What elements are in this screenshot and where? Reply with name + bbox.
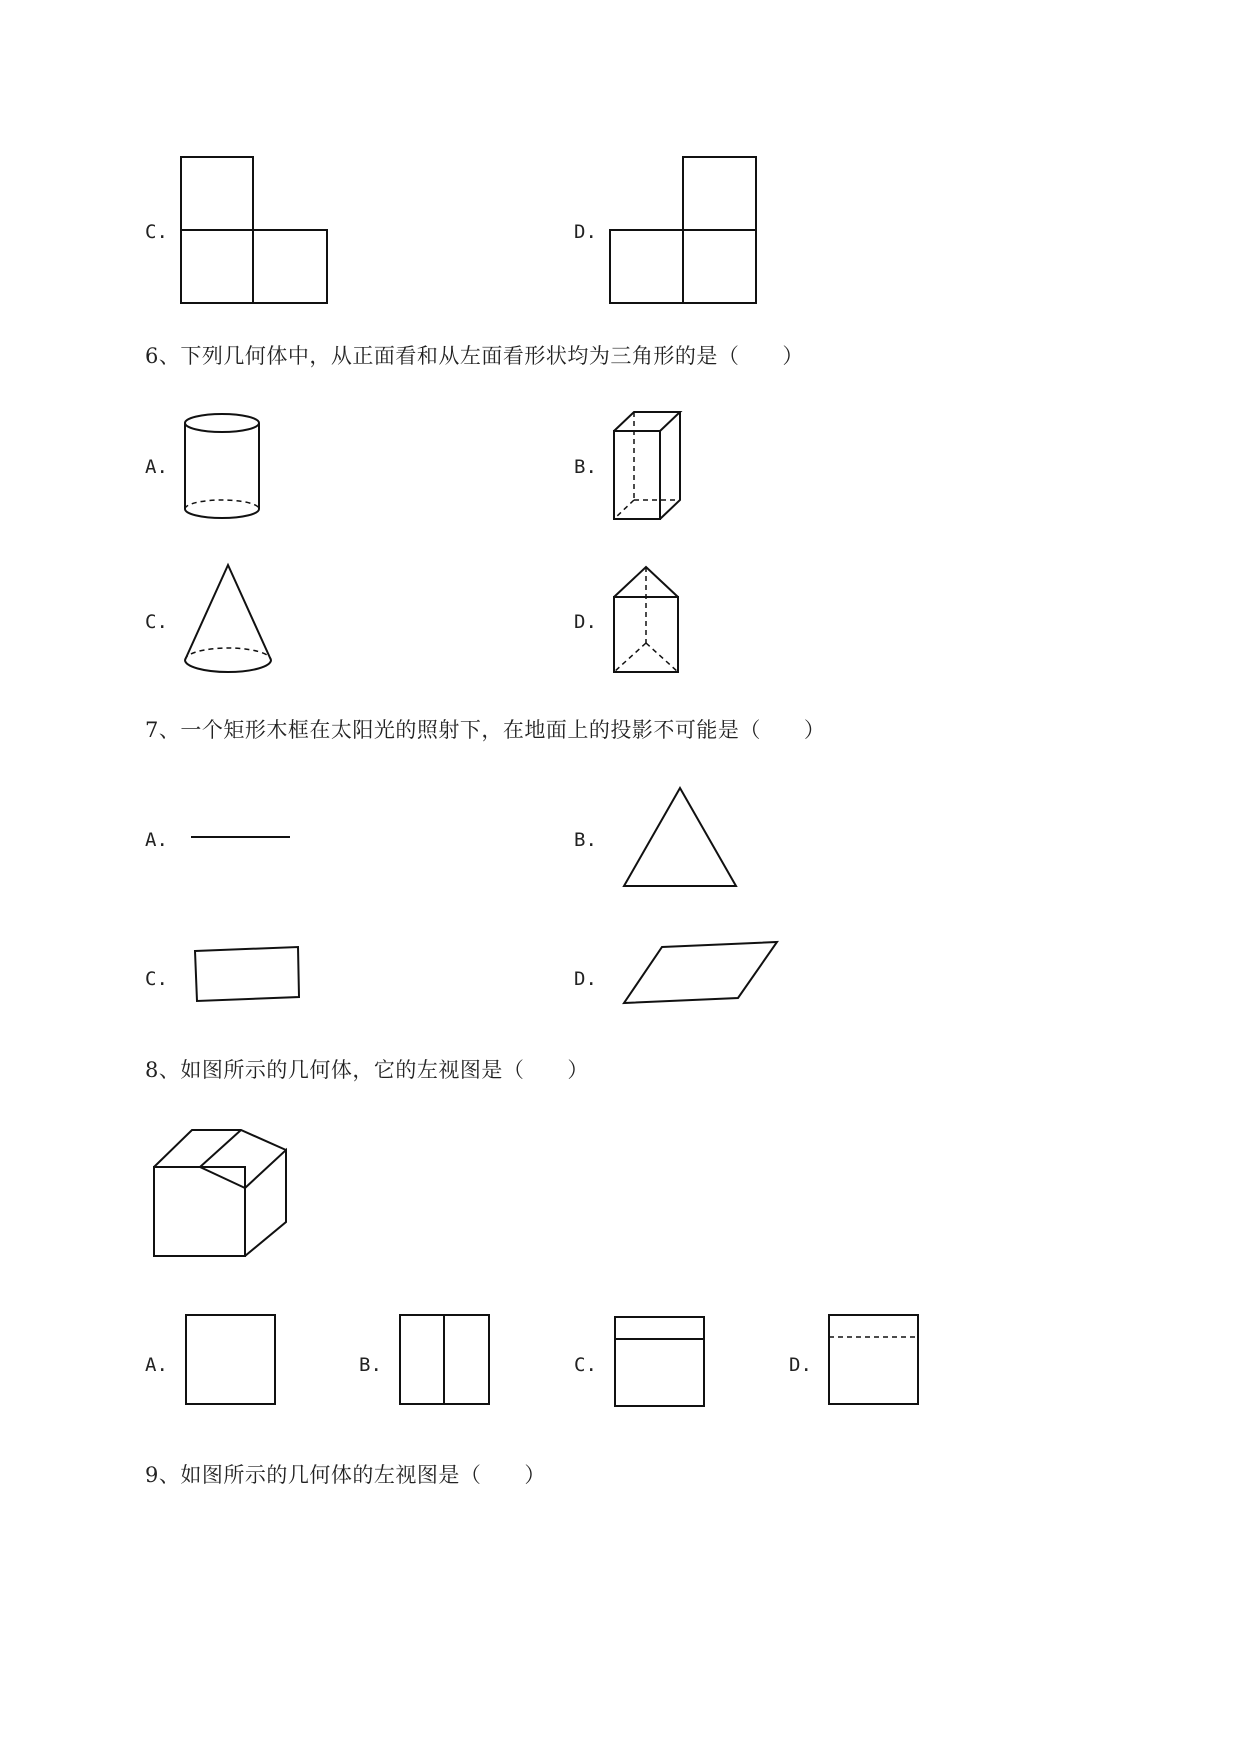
q8-option-d-label: D. xyxy=(789,1354,812,1376)
square-icon xyxy=(184,1313,278,1407)
question-7-text: 7、一个矩形木框在太阳光的照射下，在地面上的投影不可能是（ ） xyxy=(145,718,826,742)
question-9-text: 9、如图所示的几何体的左视图是（ ） xyxy=(145,1463,546,1487)
question-8-text: 8、如图所示的几何体，它的左视图是（ ） xyxy=(145,1058,589,1082)
line-segment-icon xyxy=(190,834,294,840)
q7-option-a-label: A. xyxy=(145,829,168,851)
triangle-icon xyxy=(622,786,740,890)
square-horizontal-line-icon xyxy=(613,1315,707,1409)
q6-option-d-label: D. xyxy=(574,611,597,633)
square-vertical-split-icon xyxy=(398,1313,492,1407)
l-shape-top-left-figure xyxy=(180,156,330,304)
cone-icon xyxy=(183,563,275,675)
q6-option-b-label: B. xyxy=(574,456,597,478)
q7-option-d-label: D. xyxy=(574,968,597,990)
rectangle-icon xyxy=(193,945,303,1003)
rectangular-prism-icon xyxy=(612,410,682,522)
q8-option-c-label: C. xyxy=(574,1354,597,1376)
q7-option-c-label: C. xyxy=(145,968,168,990)
l-shape-top-right-figure xyxy=(609,156,759,304)
option-label-c: C. xyxy=(145,221,168,243)
triangular-prism-icon xyxy=(612,565,684,675)
q6-option-a-label: A. xyxy=(145,456,168,478)
solid-with-sloped-roof-icon xyxy=(152,1128,290,1260)
option-label-d: D. xyxy=(574,221,597,243)
question-6-text: 6、下列几何体中，从正面看和从左面看形状均为三角形的是（ ） xyxy=(145,344,804,368)
q8-option-b-label: B. xyxy=(359,1354,382,1376)
q8-option-a-label: A. xyxy=(145,1354,168,1376)
parallelogram-icon xyxy=(622,940,780,1006)
cylinder-icon xyxy=(183,412,263,522)
square-dashed-line-icon xyxy=(827,1313,921,1407)
q7-option-b-label: B. xyxy=(574,829,597,851)
q6-option-c-label: C. xyxy=(145,611,168,633)
